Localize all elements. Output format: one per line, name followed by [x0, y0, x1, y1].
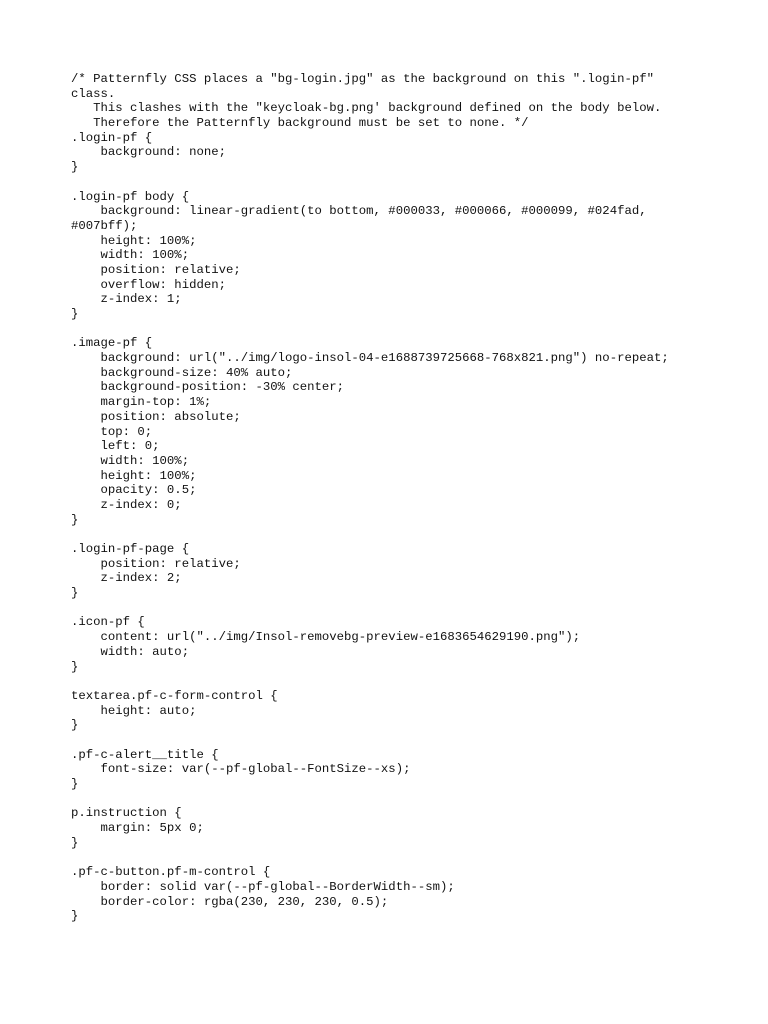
code-line: left: 0; [71, 439, 160, 454]
code-line: border-color: rgba(230, 230, 230, 0.5); [71, 894, 389, 909]
code-line: } [71, 718, 79, 733]
code-line: background-position: -30% center; [71, 380, 345, 395]
code-line: background: none; [71, 145, 226, 160]
code-line [71, 733, 711, 748]
code-line: background-size: 40% auto; [71, 365, 293, 380]
code-line: } [71, 512, 79, 527]
code-line: height: auto; [71, 703, 197, 718]
code-line: position: relative; [71, 262, 241, 277]
code-line: .login-pf-page { [71, 542, 190, 556]
code-line: .icon-pf { [71, 615, 145, 630]
code-line [71, 792, 711, 807]
code-line: opacity: 0.5; [71, 483, 197, 498]
code-line: width: 100%; [71, 453, 190, 468]
code-line [71, 527, 711, 542]
code-line: top: 0; [71, 424, 153, 439]
code-line: height: 100%; [71, 468, 197, 483]
code-line: /* Patternfly CSS places a "bg-login.jpg" as the background on this ".login-pf" [71, 72, 654, 86]
code-line: } [71, 777, 79, 791]
code-line: } [71, 909, 79, 924]
code-line: Therefore the Patternfly background must be set to none. */ [71, 116, 529, 131]
code-line: margin-top: 1%; [71, 395, 212, 410]
code-line: z-index: 1; [71, 292, 182, 307]
code-line: .pf-c-button.pf-m-control { [71, 865, 271, 880]
code-line: width: 100%; [71, 248, 190, 263]
code-line: } [71, 307, 79, 321]
code-line: width: auto; [71, 644, 190, 659]
code-line: .login-pf { [71, 130, 153, 145]
css-code-block [71, 72, 711, 924]
code-line: background: linear-gradient(to bottom, #000033, #000066, #000099, #024fad, [71, 204, 647, 219]
code-line [71, 601, 711, 616]
code-line: #007bff); [71, 218, 138, 233]
code-line: position: absolute; [71, 409, 241, 424]
code-line: p.instruction { [71, 806, 182, 821]
code-line: .login-pf body { [71, 189, 190, 204]
code-line [71, 674, 711, 689]
code-line: .image-pf { [71, 336, 153, 351]
code-line: font-size: var(--pf-global--FontSize--xs); [71, 762, 411, 777]
code-line: class. [71, 86, 116, 101]
code-line: position: relative; [71, 556, 241, 571]
code-line: border: solid var(--pf-global--BorderWidth--sm); [71, 879, 455, 894]
code-line [71, 175, 711, 190]
code-line: } [71, 160, 79, 175]
code-line: } [71, 659, 79, 674]
code-line: .pf-c-alert__title { [71, 747, 219, 762]
code-line: background: url("../img/logo-insol-04-e1688739725668-768x821.png") no-repeat; [71, 351, 669, 366]
code-line: height: 100%; [71, 233, 197, 248]
code-line: z-index: 0; [71, 497, 182, 512]
code-line: } [71, 835, 79, 850]
code-line: } [71, 586, 79, 601]
code-line [71, 322, 711, 337]
code-line: This clashes with the "keycloak-bg.png' background defined on the body below. [71, 101, 662, 116]
code-line: overflow: hidden; [71, 277, 226, 292]
code-line: content: url("../img/Insol-removebg-preview-e1683654629190.png"); [71, 630, 581, 645]
code-line: z-index: 2; [71, 571, 182, 586]
code-line: margin: 5px 0; [71, 821, 204, 836]
code-line: textarea.pf-c-form-control { [71, 688, 278, 703]
code-line [71, 850, 711, 865]
